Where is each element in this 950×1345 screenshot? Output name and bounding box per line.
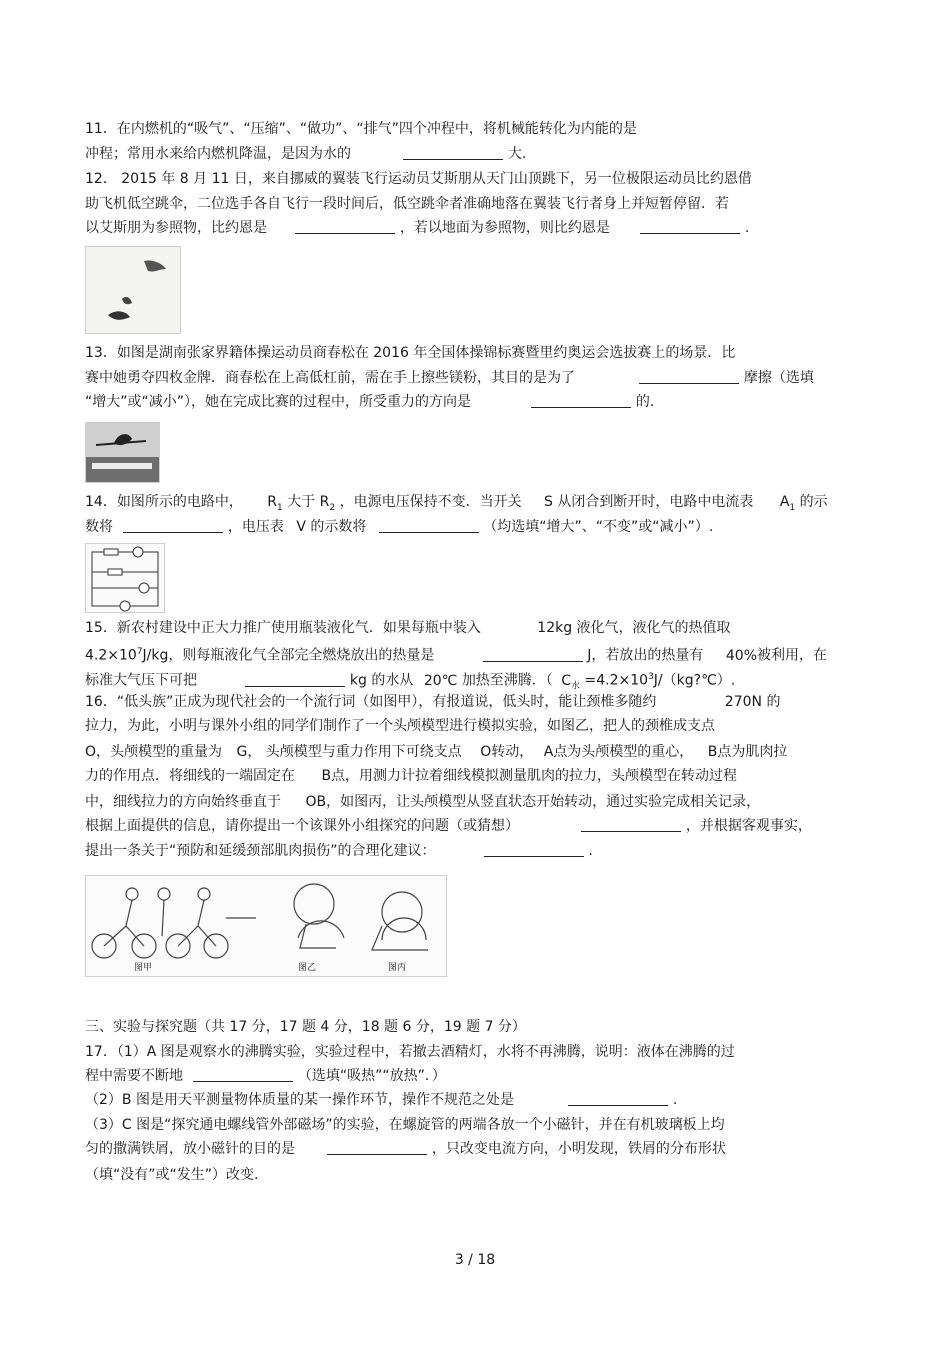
q16-blank-1[interactable]: [581, 817, 681, 832]
q12-blank-1[interactable]: [295, 219, 395, 234]
q16-line-5: 中，细线拉力的方向始终垂直于 OB，如图丙，让头颅模型从竖直状态开始转动，通过实验完成相关记录，: [85, 794, 761, 810]
q13-blank-1[interactable]: [639, 369, 739, 384]
q15-line-3: 标准大气压下可把 kg 的水从 20℃ 加热至沸腾．（ $C_水$ $=4.2\times 10^3J/(kg?℃)$.: [85, 672, 736, 692]
q15-line-2: $4.2\times 10^7J/kg$，则每瓶液化气全部完全燃烧放出的热量是 J，若放出的热量有 40%被利用，在: [85, 647, 828, 664]
q16-line-2: 拉力，为此，小明与课外小组的同学们制作了一个头颅模型进行模拟实验，如图乙，把人的颈椎成支点: [85, 718, 715, 734]
wingsuit-figure-icon: [86, 247, 180, 333]
q15-blank-1[interactable]: [483, 647, 583, 662]
q12-line-1: 12． 2015 年 8 月 11 日，来自挪威的翼装飞行运动员艾斯朋从天门山顶跳下，另一位极限运动员比约恩借: [85, 171, 752, 187]
circuit-icon: [86, 544, 164, 612]
q16-line-1: 16．“低头族”正成为现代社会的一个流行词（如图甲），有报道说，低头时，能让颈椎多随约 270N 的: [85, 694, 781, 710]
q17-blank-2[interactable]: [568, 1091, 668, 1106]
q17-line-3: （2）B 图是用天平测量物体质量的某一操作环节，操作不规范之处是 .: [85, 1092, 678, 1108]
q13-line-2: 赛中她勇夺四枚金牌．商春松在上高低杠前，需在手上擦些镁粉，其目的是为了 摩擦（选填: [85, 370, 814, 386]
q17-blank-3[interactable]: [327, 1140, 427, 1155]
q11-blank[interactable]: [403, 145, 503, 160]
q17-line-6: （填“没有”或“发生”）改变.: [85, 1167, 259, 1183]
page-number: 3 / 18: [454, 1252, 496, 1268]
q12-line-3: 以艾斯朋为参照物，比约恩是 ，若以地面为参照物，则比约恩是 .: [85, 220, 750, 236]
q11-line-2: 冲程；常用水来给内燃机降温，是因为水的 大.: [85, 146, 527, 162]
q14-blank-2[interactable]: [379, 518, 479, 533]
q13-line-1: 13．如图是湖南张家界籍体操运动员商春松在 2016 年全国体操锦标赛暨里约奥运会选拔赛上的场景．比: [85, 345, 736, 361]
section-3-title: 三、实验与探究题（共 17 分，17 题 4 分，18 题 6 分，19 题 7 分）: [85, 1019, 526, 1035]
q11-line-1: 11．在内燃机的“吸气”、“压缩”、“做功”、“排气”四个冲程中，将机械能转化为内能的是: [85, 121, 637, 137]
q17-blank-1[interactable]: [193, 1067, 293, 1082]
q16-line-4: 力的作用点．将细线的一端固定在 B点，用测力计拉着细线模拟测量肌肉的拉力，头颅模型在转动过程: [85, 768, 738, 784]
wingsuit-photo: [85, 246, 181, 334]
q17-line-1: 17．（1）A 图是观察水的沸腾实验，实验过程中，若撤去酒精灯，水将不再沸腾，说明：液体在沸腾的过: [85, 1044, 735, 1060]
q17-line-5: 匀的撒满铁屑，放小磁针的目的是 ，只改变电流方向，小明发现，铁屑的分布形状: [85, 1141, 726, 1157]
gymnast-figure-icon: [86, 423, 159, 482]
gymnast-photo: [85, 422, 160, 483]
q16-line-3: O，头颅模型的重量为 G， 头颅模型与重力作用下可绕支点 O转动， A点为头颅模型的重心， B点为肌肉拉: [85, 744, 788, 760]
q14-line-2: 数将 ，电压表 V 的示数将 （均选填“增大”、“不变”或“减小”）.: [85, 519, 714, 535]
fig-label-jia: 图甲: [134, 963, 153, 973]
q15-line-1: 15．新农村建设中正大力推广使用瓶装液化气．如果每瓶中装入 12kg 液化气，液化气的热值取: [85, 620, 731, 636]
q14-blank-1[interactable]: [123, 518, 223, 533]
q16-line-7: 提出一条关于“预防和延缓颈部肌肉损伤”的合理化建议： .: [85, 843, 593, 859]
circuit-diagram: [85, 543, 165, 613]
q16-blank-2[interactable]: [484, 842, 584, 857]
q17-line-2: 程中需要不断地 （选填“吸热”“放热”．）: [85, 1068, 446, 1084]
q12-blank-2[interactable]: [640, 219, 740, 234]
fig-label-yi: 图乙: [298, 963, 317, 973]
q12-line-2: 助飞机低空跳伞，二位选手各自飞行一段时间后，低空跳伞者准确地落在翼装飞行者身上并短暂停留．若: [85, 196, 729, 212]
q13-blank-2[interactable]: [531, 393, 631, 408]
q15-blank-2[interactable]: [245, 672, 345, 687]
head-model-figures: [85, 875, 447, 977]
fig-label-bing: 图丙: [388, 963, 407, 973]
q17-line-4: （3）C 图是“探究通电螺线管外部磁场”的实验，在螺旋管的两端各放一个小磁针，并在有机玻璃板上均: [85, 1117, 725, 1133]
q16-line-6: 根据上面提供的信息，请你提出一个该课外小组探究的问题（或猜想） ，并根据客观事实，: [85, 818, 812, 834]
q14-line-1: 14．如图所示的电路中， $R_1$ 大于 $R_2$ ，电源电压保持不变．当开关 S 从闭合到断开时，电路中电流表 $A_1$ 的示: [85, 494, 828, 513]
q13-line-3: “增大”或“减小”），她在完成比赛的过程中，所受重力的方向是 的.: [85, 394, 655, 410]
